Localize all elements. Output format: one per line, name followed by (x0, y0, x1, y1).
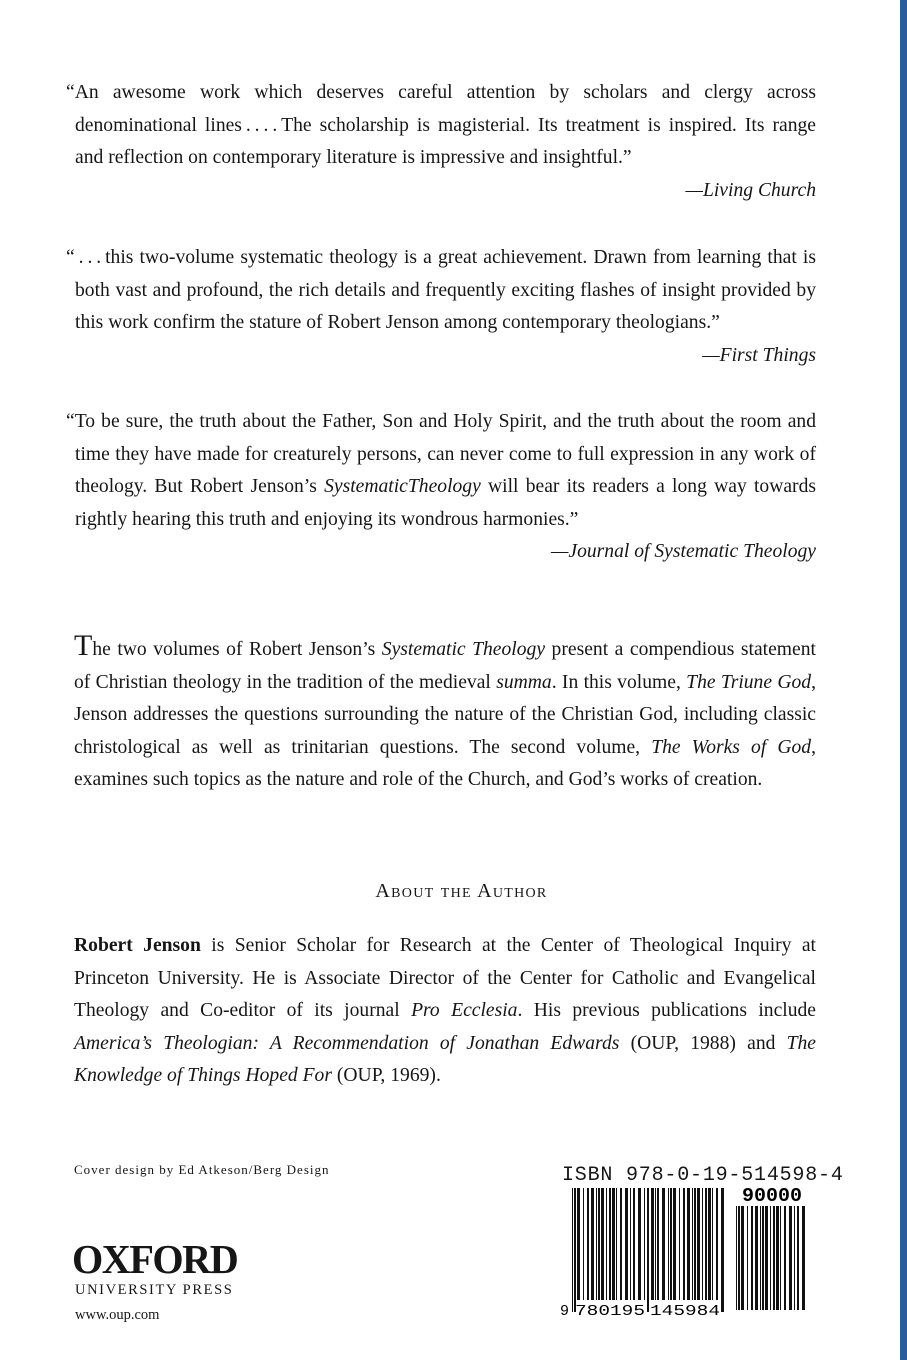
about-author-heading: About the Author (375, 880, 548, 902)
barcode-bar (789, 1206, 792, 1310)
drop-cap: T (74, 629, 93, 662)
barcode-bar (662, 1188, 665, 1300)
barcode-bar (716, 1188, 718, 1300)
barcode-bar (572, 1188, 573, 1312)
barcode-bar (802, 1206, 805, 1310)
barcode-bar (606, 1188, 607, 1300)
quote-source: —First Things (702, 344, 816, 366)
barcode-bar (668, 1188, 669, 1300)
barcode-bar (679, 1188, 680, 1300)
quote-source: —Journal of Systematic Theology (550, 541, 816, 562)
barcode-bar (670, 1188, 672, 1300)
isbn-label: ISBN 978-0-19-514598-4 (562, 1164, 844, 1187)
barcode-bar (708, 1188, 711, 1300)
barcode-bar (574, 1188, 576, 1312)
barcode-bar (705, 1188, 707, 1300)
quote-text: “An awesome work which deserves careful attention by scholars and clergy across denominational lines . . . . The scholarship is magisterial. Its treatment is inspired. Its range and reflection on contemporary literature is impressive and insightful.” (66, 82, 816, 168)
oxford-logo: OXFORD (72, 1236, 238, 1282)
barcode-bar (587, 1188, 589, 1300)
quote-text: “To be sure, the truth about the Father, Son and Holy Spirit, and the truth about the room and time they have made for creaturely persons, can never come to full expression in any work of theology. But Robert Jenson’s SystematicTheology will bear its readers a long way towards rightly hearing this truth and enjoying its wondrous harmonies.” (66, 411, 816, 530)
barcode-bar (773, 1206, 775, 1310)
barcode-bar (596, 1188, 597, 1300)
barcode-bar (736, 1206, 737, 1310)
barcode-bar (692, 1188, 693, 1300)
author-bio: Robert Jenson is Senior Scholar for Research at the Center of Theological Inquiry at Princeton University. He is Associate Director of the Center for Catholic and Evangelical Theology and Co-editor of its journal Pro Ecclesia. His previous publications include America’s Theologian: A Recommendation of Jonathan Edwards (OUP, 1988) and The Knowledge of Things Hoped For (OUP, 1969). (74, 935, 817, 1087)
barcode-bar (630, 1188, 631, 1300)
barcode-bar (633, 1188, 635, 1300)
spine-edge (900, 0, 907, 1360)
cover-design-credit: Cover design by Ed Atkeson/Berg Design (74, 1162, 330, 1177)
barcode-bar (780, 1206, 781, 1310)
barcode-group-2: 145984 (650, 1303, 720, 1318)
barcode-bar (620, 1188, 622, 1300)
barcode-bar (612, 1188, 615, 1300)
barcode-bar (598, 1188, 600, 1300)
barcode-bar (638, 1188, 641, 1300)
barcode-bar (647, 1188, 649, 1312)
barcode-bar (683, 1188, 685, 1300)
barcode-bar (601, 1188, 604, 1300)
press-name: UNIVERSITY PRESS (75, 1282, 234, 1298)
addon-bars (736, 1206, 805, 1310)
barcode-bar (577, 1188, 580, 1300)
barcode-bar (765, 1206, 768, 1310)
barcode-bar (721, 1188, 724, 1312)
barcode-bar (797, 1206, 799, 1310)
barcode-bar (784, 1206, 786, 1310)
publisher-website: www.oup.com (75, 1307, 160, 1323)
quote-book-title: SystematicTheology (324, 476, 481, 497)
barcode-bar (625, 1188, 628, 1300)
review-quote-journal (66, 406, 816, 568)
barcode-bar (697, 1188, 700, 1300)
barcode-bar (712, 1188, 713, 1300)
barcode-bar (694, 1188, 696, 1300)
barcode-bar (657, 1188, 659, 1300)
barcode-bar (583, 1188, 584, 1300)
barcode-bar (776, 1206, 779, 1310)
barcode-bar (609, 1188, 611, 1300)
book-description: The two volumes of Robert Jenson’s Systematic Theology present a compendious statement of Christian theology in the tradition of the medieval summa. In this volume, The Triune God, Jenson addresses the questions surrounding the nature of the Christian God, including classic christological as well as trinitarian questions. The second volume, The Works of God, examines such topics as the nature and role of the Church, and God’s works of creation. (74, 629, 817, 791)
barcode-bar (673, 1188, 676, 1300)
barcode-bar (651, 1188, 654, 1300)
isbn-barcode (560, 1186, 818, 1318)
quote-source: —Living Church (685, 179, 816, 201)
barcode-bar (738, 1206, 740, 1310)
barcode-bar (770, 1206, 771, 1310)
ean-bars (572, 1188, 724, 1312)
review-quote-first-things (66, 242, 816, 372)
barcode-bar (591, 1188, 594, 1300)
quote-text: “ . . . this two-volume systematic theology is a great achievement. Drawn from learning that is both vast and profound, the rich details and frequently exciting flashes of insight provided by this work confirm the stature of Robert Jenson among contemporary theologians.” (66, 247, 816, 333)
barcode-bar (755, 1206, 758, 1310)
barcode-bar (747, 1206, 748, 1310)
barcode-bar (751, 1206, 753, 1310)
barcode-bar (655, 1188, 656, 1300)
barcode-lead-digit: 9 (560, 1303, 570, 1318)
barcode-bar (741, 1206, 744, 1310)
barcode-addon-digits: 90000 (742, 1186, 802, 1207)
barcode-bar (616, 1188, 617, 1300)
review-quote-living-church (66, 77, 816, 207)
barcode-bar (760, 1206, 761, 1310)
barcode-bar (687, 1188, 690, 1300)
barcode-group-1: 780195 (575, 1303, 645, 1318)
barcode-bar (794, 1206, 795, 1310)
barcode-bar (644, 1188, 645, 1300)
author-name: Robert Jenson (74, 935, 201, 956)
barcode-bar (762, 1206, 764, 1310)
barcode-bar (702, 1188, 703, 1300)
